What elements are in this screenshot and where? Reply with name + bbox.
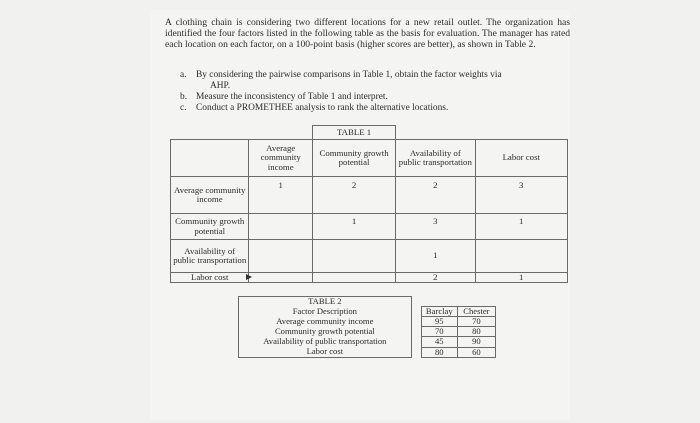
question-a bbox=[180, 70, 560, 92]
table-cell: 60 bbox=[457, 347, 495, 357]
row-header: Average community income bbox=[239, 316, 412, 326]
question-label: a. bbox=[180, 70, 187, 80]
column-header: Community growth potential bbox=[312, 140, 395, 177]
table-cell: 95 bbox=[421, 316, 457, 326]
table-cell bbox=[249, 214, 313, 240]
table-row bbox=[239, 327, 496, 337]
table-cell: 1 bbox=[249, 177, 313, 214]
row-header: Community growth potential bbox=[171, 214, 249, 240]
question-text-continued: AHP. bbox=[210, 81, 231, 91]
table-row bbox=[171, 214, 568, 240]
table-cell: 70 bbox=[421, 327, 457, 337]
question-text: By considering the pairwise comparisons in Table 1, obtain the factor weights via bbox=[196, 70, 502, 80]
table-cell: 45 bbox=[421, 337, 457, 347]
table-row bbox=[239, 347, 496, 357]
question-label: b. bbox=[180, 92, 188, 102]
table-cell: 70 bbox=[457, 316, 495, 326]
table-caption: TABLE 2 bbox=[239, 297, 412, 307]
column-header: Availability of public transportation bbox=[396, 140, 475, 177]
table-cell bbox=[249, 273, 313, 283]
table-cell: 90 bbox=[457, 337, 495, 347]
row-header: Average community income bbox=[171, 177, 249, 214]
column-header: Chester bbox=[457, 306, 495, 316]
row-header: Availability of public transportation bbox=[239, 337, 412, 347]
column-header: Barclay bbox=[421, 306, 457, 316]
column-header: Factor Description bbox=[239, 306, 412, 316]
row-header: Labor cost bbox=[171, 273, 249, 283]
table-cell: 1 bbox=[475, 214, 567, 240]
table-cell: 3 bbox=[475, 177, 567, 214]
question-text: Conduct a PROMETHEE analysis to rank the alternative locations. bbox=[196, 103, 449, 113]
question-c bbox=[180, 103, 560, 114]
table-row bbox=[171, 273, 568, 283]
table-cell: 2 bbox=[396, 177, 475, 214]
row-header: Availability of public transportation bbox=[171, 240, 249, 273]
corner-cell bbox=[171, 140, 249, 177]
question-b bbox=[180, 92, 560, 103]
table-row bbox=[239, 337, 496, 347]
table-cell: 1 bbox=[312, 214, 395, 240]
table-cell: 3 bbox=[396, 214, 475, 240]
column-header: Average community income bbox=[249, 140, 313, 177]
table-row bbox=[171, 240, 568, 273]
question-list bbox=[180, 70, 560, 114]
table-row bbox=[171, 177, 568, 214]
table-cell: 80 bbox=[457, 327, 495, 337]
table-cell bbox=[475, 240, 567, 273]
table-caption: TABLE 1 bbox=[312, 126, 395, 140]
question-label: c. bbox=[180, 103, 187, 113]
table-cell bbox=[312, 240, 395, 273]
table-cell: 80 bbox=[421, 347, 457, 357]
table-cell: 1 bbox=[396, 240, 475, 273]
table-cell bbox=[249, 240, 313, 273]
row-header: Labor cost bbox=[239, 347, 412, 357]
problem-intro: A clothing chain is considering two different locations for a new retail outlet. The organization has identified the four factors listed in the following table as the basis for evaluation. The manager has rated each location on each factor, on a 100-point basis (higher scores are better), as shown in Table 2. bbox=[165, 17, 570, 51]
pairwise-comparison-table bbox=[170, 125, 568, 283]
table-cell: 2 bbox=[396, 273, 475, 283]
location-ratings-table bbox=[238, 296, 496, 358]
mouse-cursor-icon bbox=[246, 274, 252, 280]
column-header: Labor cost bbox=[475, 140, 567, 177]
table-cell: 1 bbox=[475, 273, 567, 283]
question-text: Measure the inconsistency of Table 1 and interpret. bbox=[196, 92, 388, 102]
table-row bbox=[239, 316, 496, 326]
row-header: Community growth potential bbox=[239, 327, 412, 337]
table-cell bbox=[312, 273, 395, 283]
table-cell: 2 bbox=[312, 177, 395, 214]
